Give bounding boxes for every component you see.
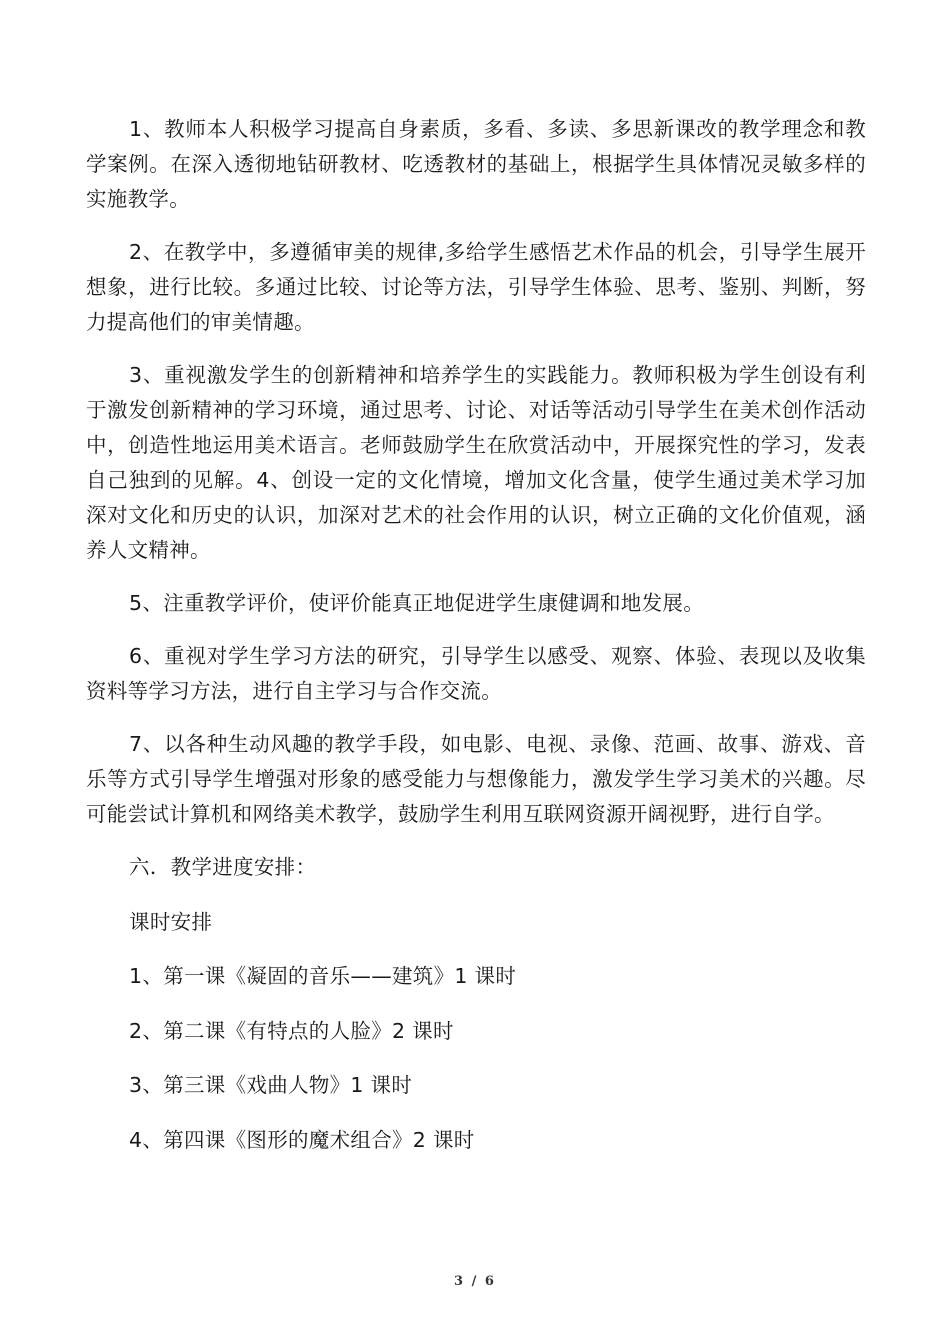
paragraph-2: 2、在教学中，多遵循审美的规律,多给学生感悟艺术作品的机会，引导学生展开想象，进行比较。多通过比较、讨论等方法，引导学生体验、思考、鉴别、判断，努力提高他们的审美情趣。: [86, 240, 866, 334]
lesson-item-2: 2、第二课《有特点的人脸》2 课时: [129, 1018, 454, 1043]
paragraph-7: 7、以各种生动风趣的教学手段，如电影、电视、录像、范画、故事、游戏、音乐等方式引导学生增强对形象的感受能力与想像能力，激发学生学习美术的兴趣。尽可能尝试计算机和网络美术教学，鼓励学生利用互联网资源开阔视野，进行自学。: [86, 732, 866, 826]
paragraph-3: 3、重视激发学生的创新精神和培养学生的实践能力。教师积极为学生创设有利于激发创新精神的学习环境，通过思考、讨论、对话等活动引导学生在美术创作活动中，创造性地运用美术语言。老师鼓励学生在欣赏活动中，开展探究性的学习，发表自己独到的见解。4、创设一定的文化情境，增加文化含量，使学生通过美术学习加深对文化和历史的认识，加深对艺术的社会作用的认识，树立正确的文化价值观，涵养人文精神。: [86, 363, 866, 562]
lesson-item-4: 4、第四课《图形的魔术组合》2 课时: [129, 1127, 475, 1152]
paragraph-1: 1、教师本人积极学习提高自身素质，多看、多读、多思新课改的教学理念和教学案例。在深入透彻地钻研教材、吃透教材的基础上，根据学生具体情况灵敏多样的实施教学。: [86, 117, 866, 211]
schedule-subheading: 课时安排: [129, 909, 213, 934]
section-heading: 六．教学进度安排：: [129, 855, 317, 879]
paragraph-6: 6、重视对学生学习方法的研究，引导学生以感受、观察、体验、表现以及收集资料等学习方法，进行自主学习与合作交流。: [86, 644, 866, 703]
page-number: 3 / 6: [454, 1274, 496, 1289]
paragraph-5: 5、注重教学评价，使评价能真正地促进学生康健调和地发展。: [129, 591, 704, 615]
lesson-item-1: 1、第一课《凝固的音乐——建筑》1 课时: [129, 964, 517, 988]
document-body: [86, 112, 866, 1177]
lesson-item-3: 3、第三课《戏曲人物》1 课时: [129, 1073, 413, 1097]
